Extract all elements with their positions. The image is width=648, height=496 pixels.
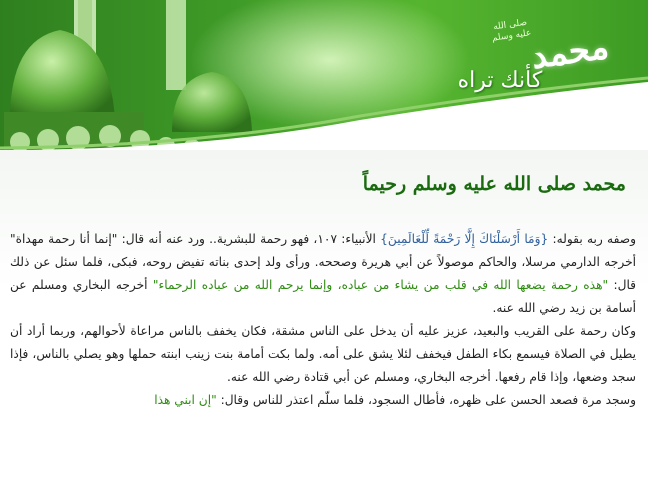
hadith-quote: "هذه رحمة يضعها الله في قلب من يشاء من عباده، وإنما يرحم الله من عباده الرحماء" [152, 278, 609, 292]
paragraph-1-intro: وصفه ربه بقوله: [548, 232, 636, 246]
paragraph-3 [10, 389, 636, 412]
header-banner [0, 0, 648, 160]
banner-salawat: صلى الله عليه وسلم [491, 17, 532, 44]
hadith-quote-2: "إن ابني هذا [154, 393, 217, 407]
paragraph-1 [10, 228, 636, 320]
minaret-right [166, 0, 186, 90]
paragraph-1-middle: الأنبياء: ١٠٧، فهو رحمة للبشرية.. ورد عنه أنه قال: "إنما أنا رحمة مهداة" أخرجه الدارمي مرسلا، والحاكم موصولاً عن أبي هريرة وصححه. ورأى ولد إحدى بناته تفيض روحه، فبكى، فلما سئل عن ذلك قال: [10, 232, 636, 292]
article-body [10, 228, 636, 496]
paragraph-1-source: أخرجه البخاري ومسلم عن أسامة بن زيد رضي الله عنه. [10, 278, 636, 315]
banner-tagline: كأنك تراه [457, 68, 543, 93]
paragraph-2: وكان رحمة على القريب والبعيد، عزيز عليه أن يدخل على الناس مشقة، فكان يخفف بالناس مراعاة لأحوالهم، وربما أراد أن يطيل في الصلاة فيسمع بكاء الطفل فيخفف لئلا يشق على أمه. ولما بكت أمامة بنت زينب ابنته حملها وهو يصلي بالناس، فإذا سجد وضعها، وإذا قام رفعها. أخرجه البخاري، ومسلم عن أبي قتادة رضي الله عنه. [10, 324, 636, 384]
banner-title: محمد [528, 26, 612, 78]
paragraph-3-text: وسجد مرة فصعد الحسن على ظهره، فأطال السجود، فلما سلّم اعتذر للناس وقال: [216, 393, 636, 407]
quran-verse: {وَمَا أَرْسَلْنَاكَ إِلَّا رَحْمَةً لِّلْعَالَمِينَ} [380, 232, 549, 246]
article-heading: محمد صلى الله عليه وسلم رحيماً [362, 173, 626, 195]
green-dome [10, 30, 115, 120]
